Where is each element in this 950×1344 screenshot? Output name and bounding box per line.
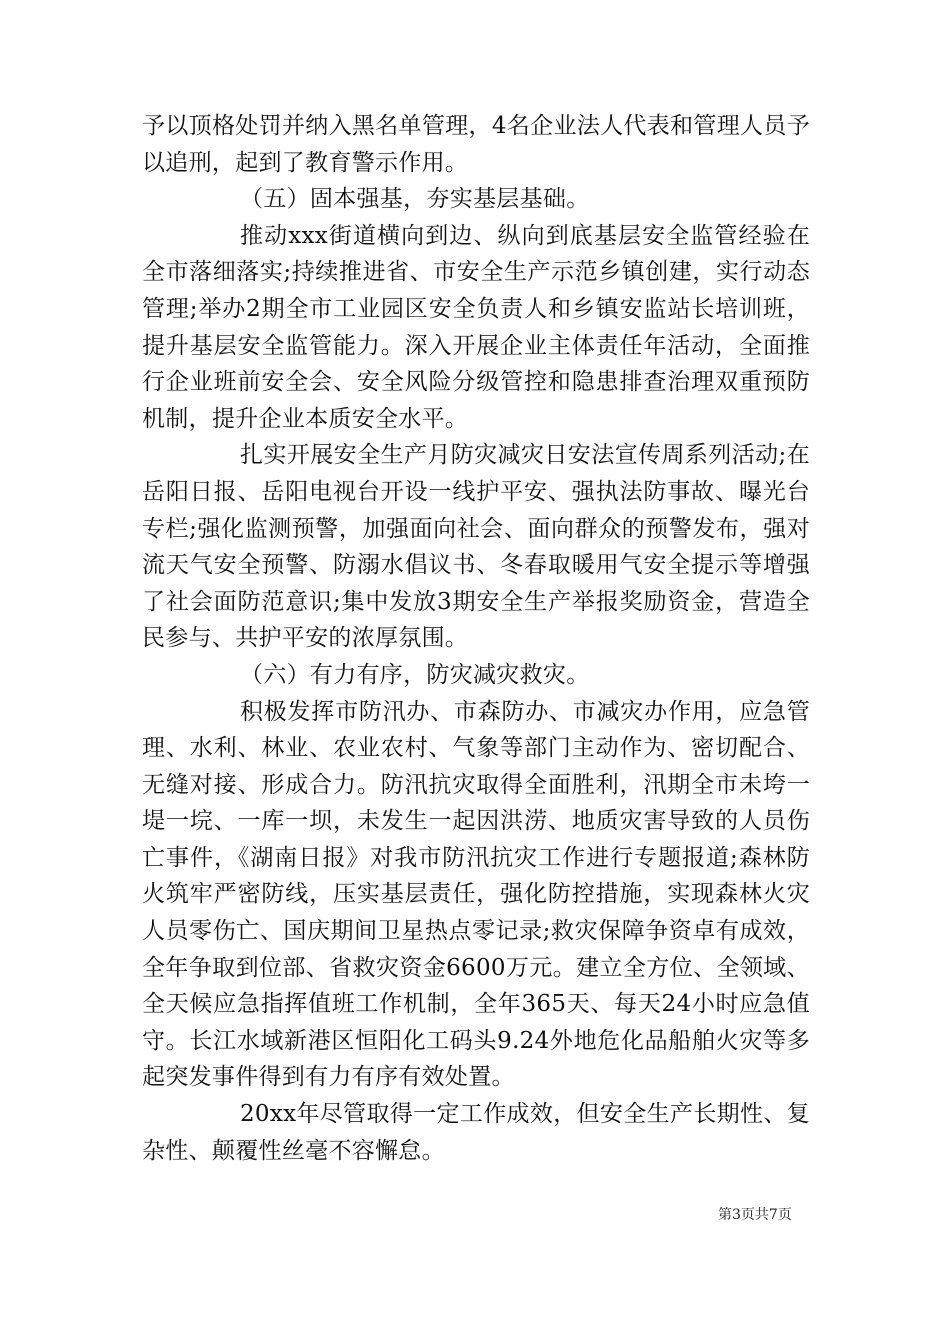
paragraph-grassroots: 推动xxx街道横向到边、纵向到底基层安全监管经验在全市落细落实;持续推进省、市安全生产示范乡镇创建，实行动态管理;举办2期全市工业园区安全负责人和乡镇安监站长培训班，提升基层安全监管能力。深入开展企业主体责任年活动，全面推行企业班前安全会、安全风险分级管控和隐患排查治理双重预防机制，提升企业本质安全水平。 <box>142 222 810 432</box>
section-heading-five: （五）固本强基，夯实基层基础。 <box>240 186 590 213</box>
document-body <box>142 108 810 1169</box>
paragraph-publicity: 扎实开展安全生产月防灾减灾日安法宣传周系列活动;在岳阳日报、岳阳电视台开设一线护平安、强执法防事故、曝光台专栏;强化监测预警，加强面向社会、面向群众的预警发布，强对流天气安全预警、防溺水倡议书、冬春取暖用气安全提示等增强了社会面防范意识;集中发放3期安全生产举报奖励资金，营造全民参与、共护平安的浓厚氛围。 <box>142 442 810 652</box>
paragraph-disaster-relief: 积极发挥市防汛办、市森防办、市减灾办作用，应急管理、水利、林业、农业农村、气象等部门主动作为、密切配合、无缝对接、形成合力。防汛抗灾取得全面胜利，汛期全市未垮一堤一垸、一库一坝，未发生一起因洪涝、地质灾害导致的人员伤亡事件，《湖南日报》对我市防汛抗灾工作进行专题报道;森林防火筑牢严密防线，压实基层责任，强化防控措施，实现森林火灾人员零伤亡、国庆期间卫星热点零记录;救灾保障争资卓有成效，全年争取到位部、省救灾资金6600万元。建立全方位、全领域、全天候应急指挥值班工作机制，全年365天、每天24小时应急值守。长江水域新港区恒阳化工码头9.24外地危化品船舶火灾等多起突发事件得到有力有序有效处置。 <box>142 698 810 1091</box>
page-number: 第3页共7页 <box>718 1207 792 1223</box>
paragraph-summary: 20xx年尽管取得一定工作成效，但安全生产长期性、复杂性、颠覆性丝毫不容懈怠。 <box>142 1101 810 1164</box>
paragraph-continuation: 予以顶格处罚并纳入黑名单管理，4名企业法人代表和管理人员予以追刑，起到了教育警示作用。 <box>142 113 810 176</box>
section-heading-six: （六）有力有序，防灾减灾救灾。 <box>240 661 590 688</box>
